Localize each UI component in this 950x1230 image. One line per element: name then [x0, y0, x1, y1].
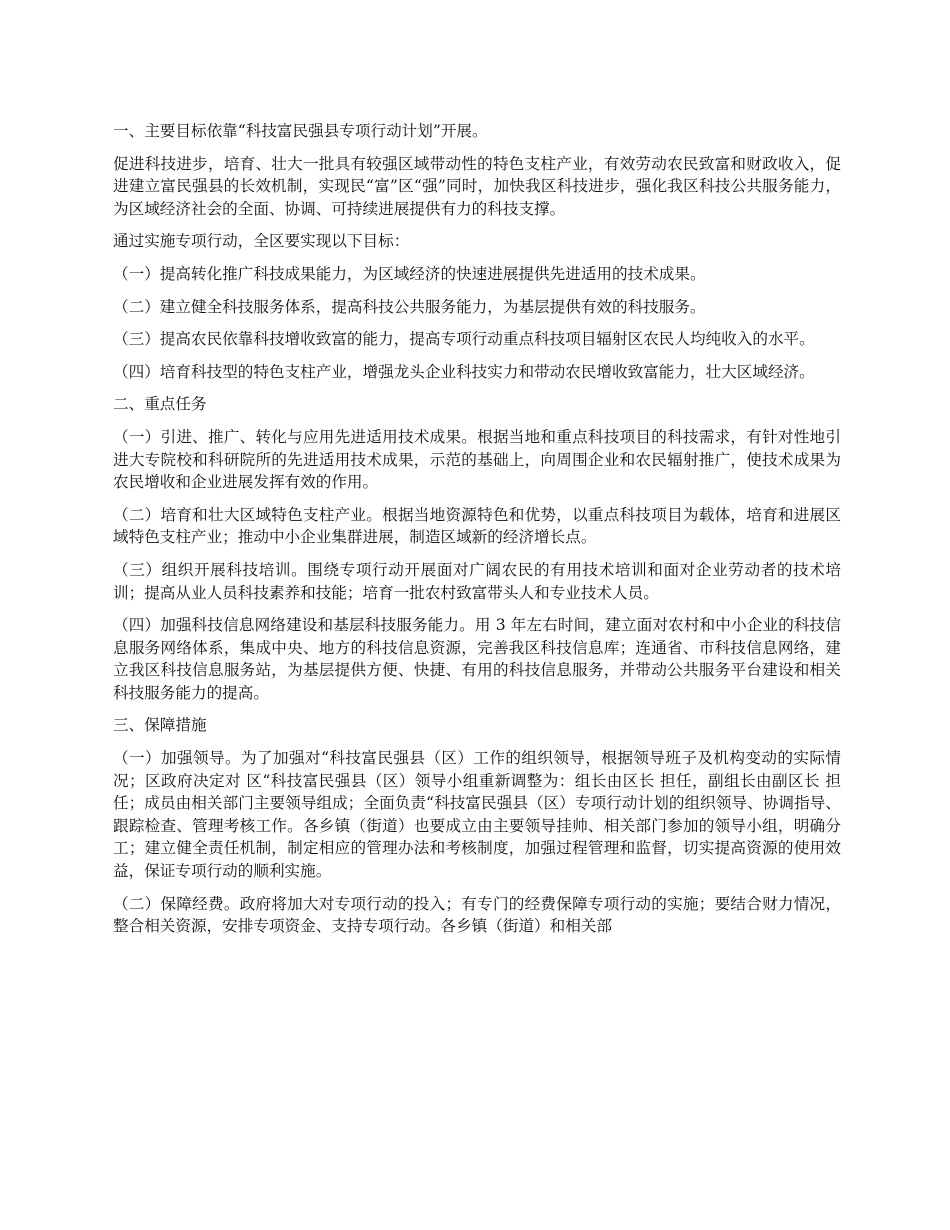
- task-item-1: （一）引进、推广、转化与应用先进适用技术成果。根据当地和重点科技项目的科技需求，有针对性地引进大专院校和科研院所的先进适用技术成果，示范的基础上，向周围企业和农民辐射推广，使技术成果为农民增收和企业进展发挥有效的作用。: [113, 427, 841, 492]
- goal-item-3: （三）提高农民依靠科技增收致富的能力，提高专项行动重点科技项目辐射区农民人均纯收入的水平。: [113, 330, 815, 349]
- safeguard-item-1: （一）加强领导。为了加强对“科技富民强县（区）工作的组织领导，根据领导班子及机构变动的实际情况；区政府决定对 区“科技富民强县（区）领导小组重新调整为：组长由区长 担任，副组长由副区长 担任；成员由相关部门主要领导组成；全面负责“科技富民强县（区）专项行动计划的组织领导、协调指导、跟踪检查、管理考核工作。各乡镇（街道）也要成立由主要领导挂帅、相关部门参加的领导小组，明确分工；建立健全责任机制，制定相应的管理办法和考核制度，加强过程管理和监督，切实提高资源的使用效益，保证专项行动的顺利实施。: [113, 749, 841, 881]
- goal-item-1: （一）提高转化推广科技成果能力，为区域经济的快速进展提供先进适用的技术成果。: [113, 264, 706, 283]
- task-item-2: （二）培育和壮大区域特色支柱产业。根据当地资源特色和优势，以重点科技项目为载体，培育和进展区域特色支柱产业；推动中小企业集群进展，制造区域新的经济增长点。: [113, 505, 841, 547]
- document-page: [113, 120, 841, 948]
- task-item-3: （三）组织开展科技培训。围绕专项行动开展面对广阔农民的有用技术培训和面对企业劳动者的技术培训；提高从业人员科技素养和技能；培育一批农村致富带头人和专业技术人员。: [113, 560, 841, 602]
- goal-item-4: （四）培育科技型的特色支柱产业，增强龙头企业科技实力和带动农民增收致富能力，壮大区域经济。: [113, 362, 815, 381]
- goal-item-2: （二）建立健全科技服务体系，提高科技公共服务能力，为基层提供有效的科技服务。: [113, 297, 706, 316]
- task-item-4: （四）加强科技信息网络建设和基层科技服务能力。用 3 年左右时间，建立面对农村和中小企业的科技信息服务网络体系，集成中央、地方的科技信息资源，完善我区科技信息库；连通省、市科技信息网络，建立我区科技信息服务站，为基层提供方便、快捷、有用的科技信息服务，并带动公共服务平台建设和相关科技服务能力的提高。: [113, 616, 841, 702]
- heading-key-tasks: 二、重点任务: [113, 395, 207, 414]
- paragraph-goals-intro: 通过实施专项行动，全区要实现以下目标：: [113, 232, 410, 251]
- paragraph-overview: 促进科技进步，培育、壮大一批具有较强区域带动性的特色支柱产业，有效劳动农民致富和财政收入，促进建立富民强县的长效机制，实现民“富”区“强”同时，加快我区科技进步，强化我区科技公共服务能力，为区域经济社会的全面、协调、可持续进展提供有力的科技支撑。: [113, 154, 841, 218]
- heading-safeguards: 三、保障措施: [113, 716, 207, 735]
- heading-main-goals: 一、主要目标依靠“科技富民强县专项行动计划”开展。: [113, 122, 488, 140]
- safeguard-item-2: （二）保障经费。政府将加大对专项行动的投入；有专门的经费保障专项行动的实施；要结合财力情况，整合相关资源，安排专项资金、支持专项行动。各乡镇（街道）和相关部: [113, 894, 841, 936]
